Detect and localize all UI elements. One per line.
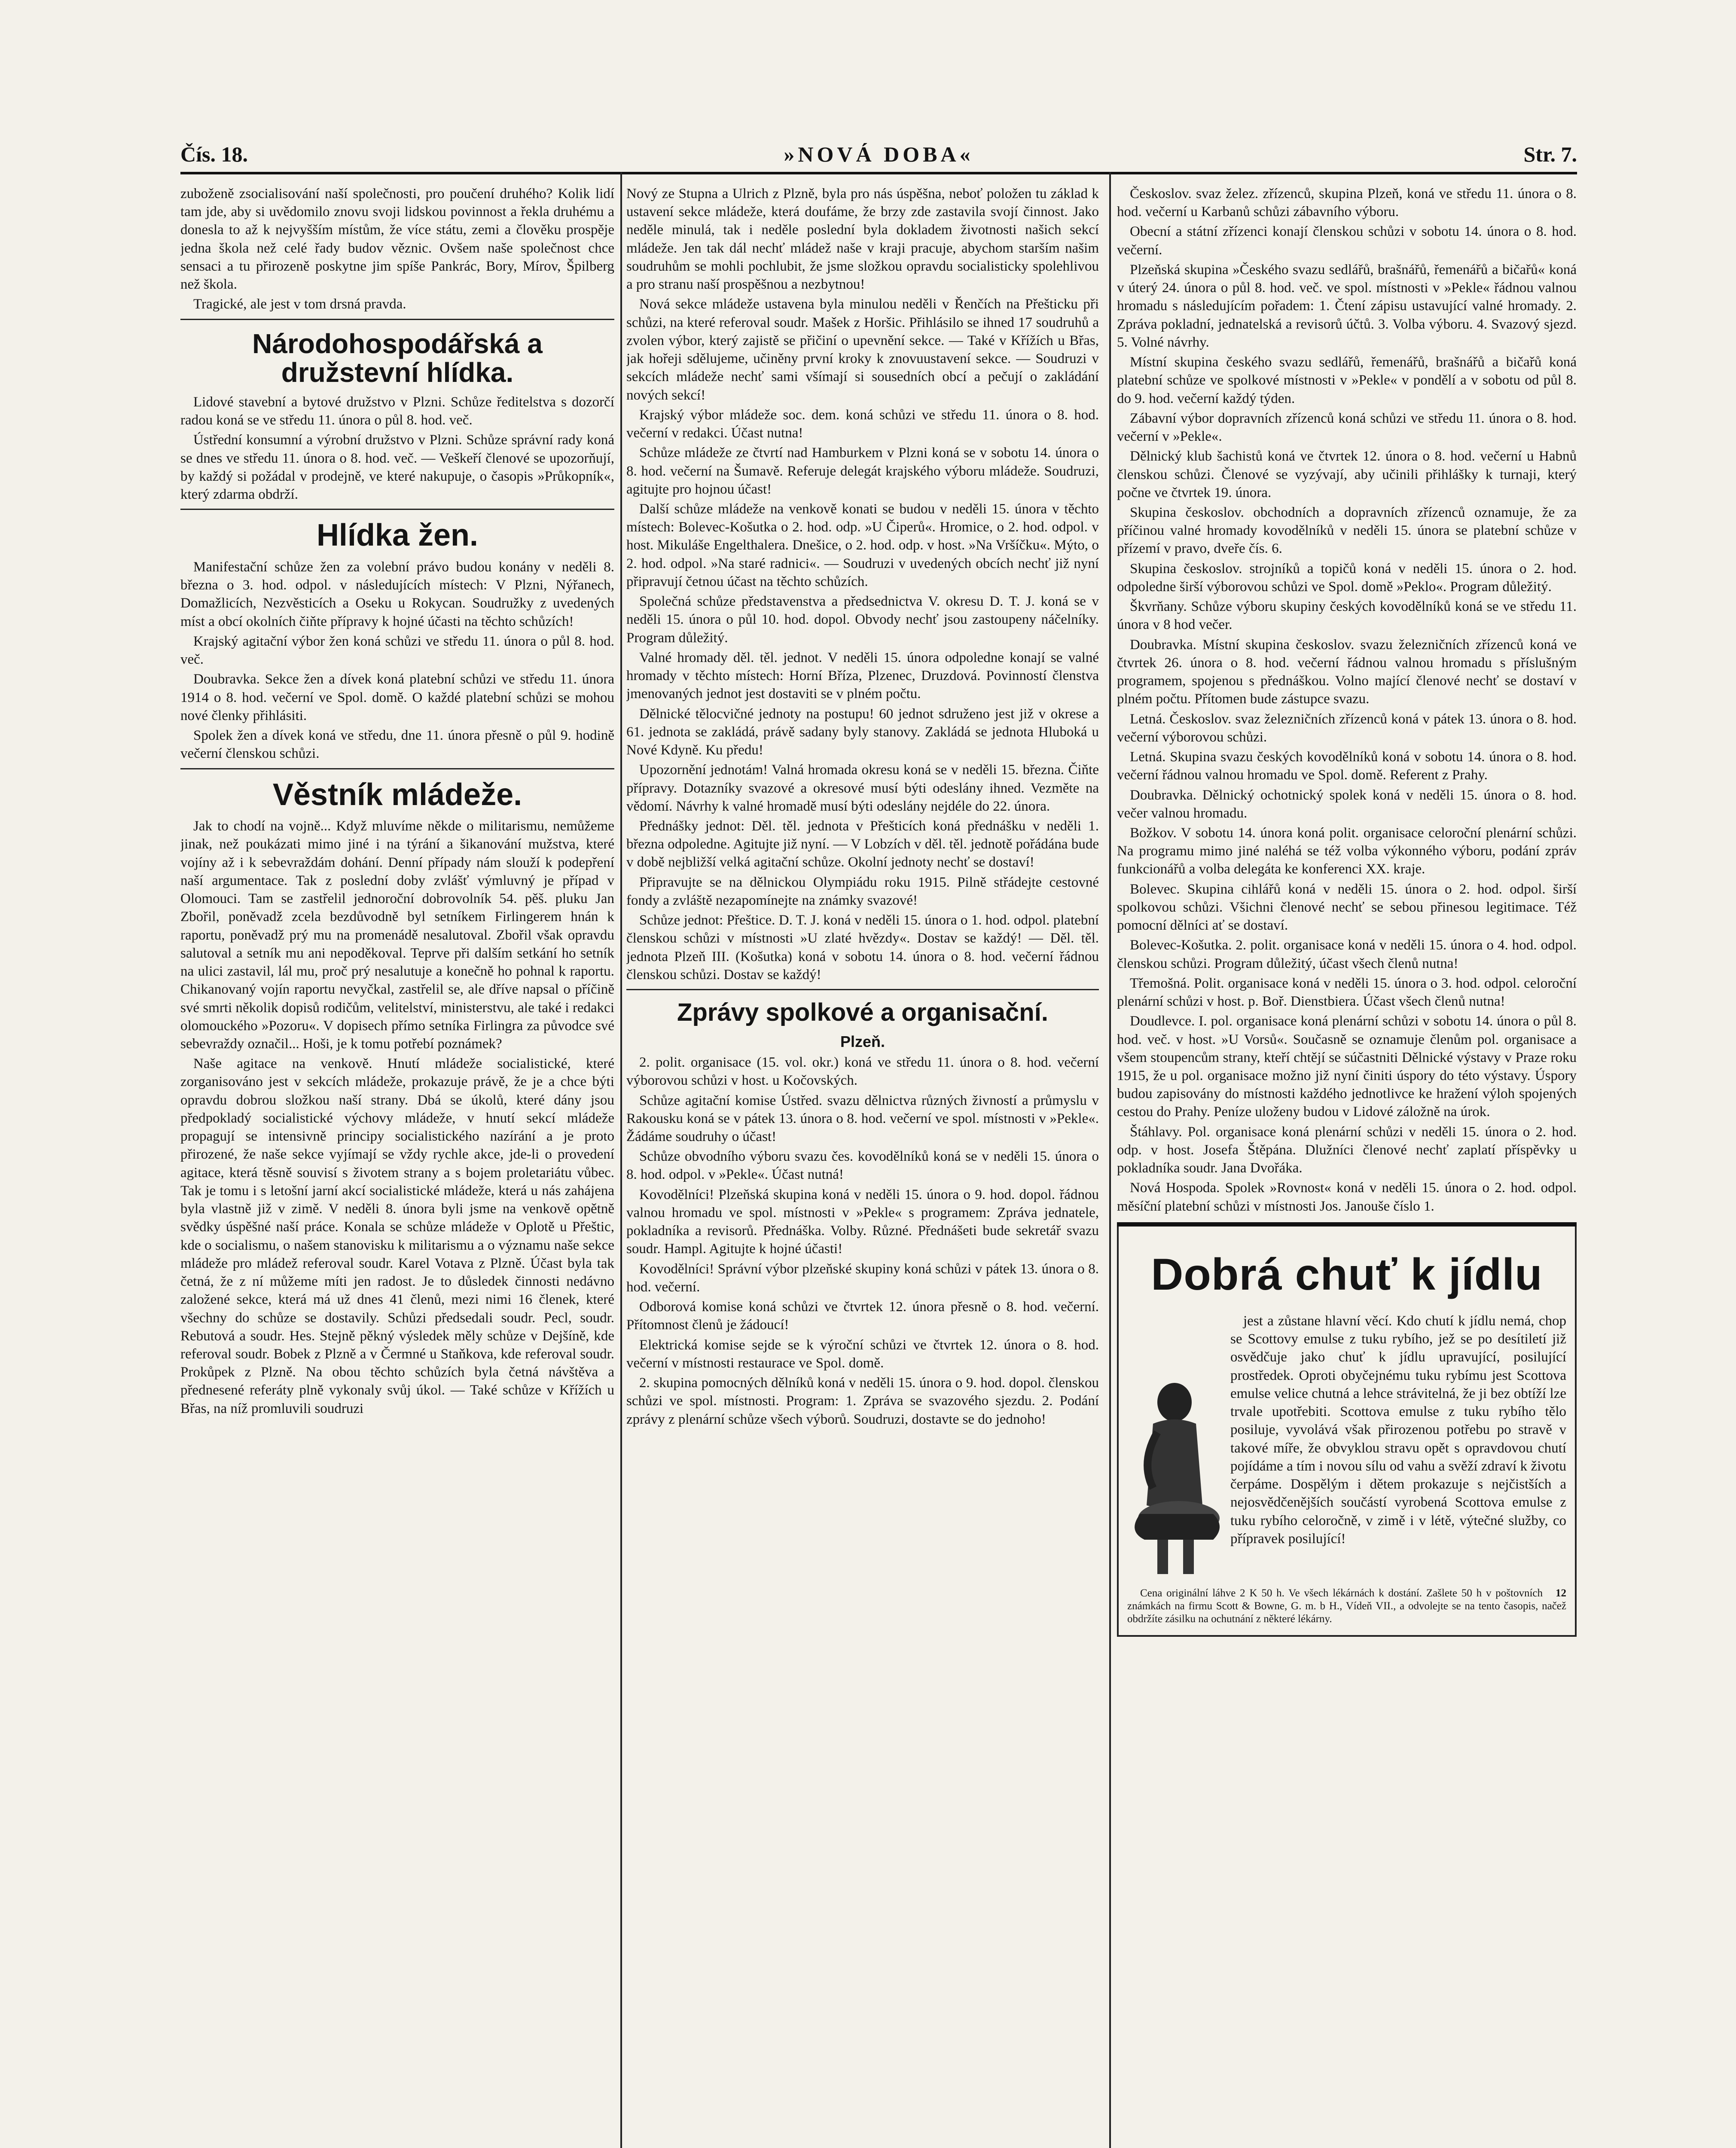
column-2	[626, 185, 1099, 2148]
section-title-zen: Hlídka žen.	[316, 518, 479, 553]
article: Kovodělníci! Správní výbor plzeňské skupiny koná schůzi v pátek 13. února o 8. hod. večerní.	[626, 1261, 1099, 1295]
column-divider	[1109, 172, 1111, 2148]
article: Nová Hospoda. Spolek »Rovnost« koná v neděli 15. února o 2. hod. odpol. měsíční platební schůzi v místnosti Jos. Janouše číslo 1.	[1117, 1180, 1577, 1214]
subheading-plzen: Plzeň.	[840, 1032, 885, 1050]
divider	[180, 768, 614, 769]
intro-tail: Tragické, ale jest v tom drsná pravda.	[193, 296, 406, 312]
article: Spolek žen a dívek koná ve středu, dne 11. února přesně o půl 9. hodině večerní členskou schůzi.	[180, 728, 614, 762]
article: Skupina českoslov. obchodních a dopravních zřízenců oznamuje, že za příčinou valné hromady kovodělníků v neděli 15. února se platební schůze v přízemí v pravo, dveře čís. 6.	[1117, 504, 1577, 557]
article: Skupina českoslov. strojníků a topičů koná v neděli 15. února o 2. hod. odpoledne širší výborovou schůzi ve Spol. domě »Peklo«. Program důležitý.	[1117, 561, 1577, 595]
article: Ústřední konsumní a výrobní družstvo v Plzni. Schůze správní rady koná se dnes ve středu 11. února o 8. hod. več. — Veškeří členové se upozorňují, by každý si požádal v prodejně, ve které nakupuje, o časopis »Průkopník«, který zdarma obdrží.	[180, 432, 614, 503]
article: Kovodělníci! Plzeňská skupina koná v neděli 15. února o 9. hod. dopol. řádnou valnou hromadu ve spol. místnosti v »Pekle« s programem: Zpráva jednatele, pokladníka a revisorů. Přednáška. Volby. Různé. Přednášeti bude sekretář svazu soudr. Hampl. Agitujte k hojné účasti!	[626, 1187, 1099, 1257]
article: Naše agitace na venkově. Hnutí mládeže socialistické, které zorganisováno jest v sekcích mládeže, prokazuje právě, že je a chce býti opravdu dobrou složkou naší strany. Dbá se úkolů, které dány jsou předpokladý socialistické výchovy mládeže, v hnutí sekcí mládeže propagují se intensivně principy socialistického nazírání a je proto přirozené, že naše sekce vyjímají se vždy rychle akce, jde-li o provedení agitace, která těsně souvisí s životem strany a s bojem proletariátu vůbec. Tak je tomu i s letošní jarní akcí socialistické mládeže, která u nás zahájena byla vlastně již v zimě. V neděli 8. února byli jsme na venkově opětně svědky úspěšné naší práce. Konala se schůze mládeže v Oplotě u Přeštic, kde o socialismu, o našem stanovisku k militarismu a o významu naše sekce mládeže pro mládež referoval soudr. Karel Votava z Plzně. Účast byla tak četná, že z ní můžeme míti jen radost. Je to důsledek činnosti nedávno založené sekce, která má už dnes 41 členů, mezi nimi 16 členek, které všechny do schůze se dostavily. Schůzi předsedali soudr. Pecl, soudr. Rebutová a soudr. Hes. Stejně pěkný výsledek měly schůze v Dejšíně, kde referoval soudr. Bobek z Plzně a v Čermné u Staňkova, kde referoval soudr. Prokůpek z Plzně. Na obou těchto schůzích byla četná návštěva a přednesené referáty plně vykonaly svůj úkol. — Také schůze v Křížích u Břas, na níž promluvili soudruzi	[180, 1056, 614, 1416]
column-3	[1117, 185, 1577, 2148]
article: Štáhlavy. Pol. organisace koná plenární schůzi v neděli 15. února o 2. hod. odp. v host. Josefa Štěpána. Dlužníci členové nechť zaplatí příspěvky u pokladníka soudr. Jana Dvořáka.	[1117, 1124, 1577, 1176]
article: Schůze obvodního výboru svazu čes. kovodělníků koná se v neděli 15. února o 8. hod. odpol. v »Pekle«. Účast nutná!	[626, 1149, 1099, 1183]
column-1	[180, 185, 614, 2148]
ad-top-rule	[1117, 1222, 1577, 1227]
article: Nový ze Stupna a Ulrich z Plzně, byla pro nás úspěšna, neboť položen tu základ k ustavení sekce mládeže, která doufáme, že brzy zde zastavila svojí činnost. Jako neděle minulá, tak i neděle poslední byla dokladem životnosti našich sekcí mládeže. Jen tak dál nechť mládež naše v kraji pracuje, abychom starším našim soudruhům se mohli pochlubit, že jsme složkou opravdu socialisticky spolehlivou a pro stranu naší prospěšnou a nezbytnou!	[626, 186, 1099, 293]
article: 2. skupina pomocných dělníků koná v neděli 15. února o 9. hod. dopol. členskou schůzi ve spol. místnosti. Program: 1. Zpráva se svazového sjezdu. 2. Podání zprávy z plenární schůze všech výborů. Soudruzi, dostavte se do jednoho!	[626, 1375, 1099, 1427]
ad-body: jest a zůstane hlavní věcí. Kdo chutí k jídlu nemá, chop se Scottovy emulse z tuku rybího, jež se po desítiletí již osvědčuje jako chuť k jídlu upravující, posilující prostředek. Oproti obyčejnému tuku rybímu jest Scottova emulse velice chutná a lehce strávitelná, že ji bez obtíží lze trvale upotřebiti. Scottova emulse z tuku rybího tělo posiluje, vyvolává však přirozenou potřebu po stravě v takové míře, že obvyklou stravu opět s opravdovou chutí pojídáme a tím i novou sílu od vahu a svěží zdraví k životu čerpáme. Dospělým i dětem prokazuje s nejčistších a nejosvědčenějších součástí vyrobená Scottova emulse z tuku rybího celoročně, v zimě i v létě, výtečné služby, co přípravek posilující!	[1230, 1313, 1566, 1547]
article: Třemošná. Polit. organisace koná v neděli 15. února o 3. hod. odpol. celoroční plenární schůzi v host. p. Boř. Dienstbiera. Účast všech členů nutna!	[1117, 975, 1577, 1010]
article: Upozornění jednotám! Valná hromada okresu koná se v neděli 15. března. Čiňte přípravy. Dotazníky svazové a okresové musí býti odeslány ihned. Vezměte na vědomí. Návrhy k valné hromadě musí býti odeslány nejdéle do 22. února.	[626, 762, 1099, 814]
article: Plzeňská skupina »Českého svazu sedlářů, brašnářů, řemenářů a bičařů« koná v úterý 24. února o půl 8. hod. več. ve spol. místnosti v »Pekle« řádnou valnou hromadu s následujícím pořadem: 1. Čtení zápisu ustavující valné hromady. 2. Zpráva pokladní, jednatelská a revisorů účtů. 3. Volba výboru. 4. Svazový sjezd. 5. Volné návrhy.	[1117, 262, 1577, 350]
section-title-zpravy: Zprávy spolkové a organisační.	[677, 998, 1048, 1027]
advertisement	[1117, 1227, 1577, 1637]
divider	[180, 319, 614, 320]
article: Doubravka. Dělnický ochotnický spolek koná v neděli 15. února o 8. hod. večer valnou hromadu.	[1117, 787, 1577, 821]
article: Nová sekce mládeže ustavena byla minulou neděli v Řenčích na Přešticku při schůzi, na které referoval soudr. Mašek z Horšic. Přihlásilo se ihned 17 soudruhů a zvolen výbor, který zajistě se přičiní o upevnění sekce. — Také v Křížích u Břas, jak hořeji sdělujeme, učiněny první kroky k znovuustavení sekce. — Soudruzi v sekcích mládeže nechť sami všímají si sousedních obcí a pečují o zakládání nových sekcí!	[626, 296, 1099, 403]
article: Českoslov. svaz želez. zřízenců, skupina Plzeň, koná ve středu 11. února o 8. hod. večerní u Karbanů schůzi zábavního výboru.	[1117, 186, 1577, 220]
article: Letná. Skupina svazu českých kovodělníků koná v sobotu 14. února o 8. hod. večerní řádnou valnou hromadu ve Spol. domě. Referent z Prahy.	[1117, 749, 1577, 783]
article: Další schůze mládeže na venkově konati se budou v neděli 15. února v těchto místech: Bolevec-Košutka o 2. hod. odp. »U Čiperů«. Hromice, o 2. hod. odpol. v host. Mikuláše Engelthalera. Dnešice, o 2. hod. odp. v host. »Na Vršíčku«. Mýto, o 2. hod. odpol. »Na staré radnici«. — Soudruzi v uvedených obcích nechť již nyní připravují četnou účast na těchto schůzích.	[626, 501, 1099, 589]
article: Krajský výbor mládeže soc. dem. koná schůzi ve středu 11. února o 8. hod. večerní v redakci. Účast nutna!	[626, 407, 1099, 441]
section-title-mladez: Věstník mládeže.	[272, 777, 522, 812]
article: Škvrňany. Schůze výboru skupiny českých kovodělníků koná se ve středu 11. února v 8 hod večer.	[1117, 599, 1577, 633]
article: Doubravka. Místní skupina českoslov. svazu železničních zřízenců koná ve čtvrtek 26. února o 8. hod. večerní řádnou valnou hromadu s příslušným programem, spojenou s přednáškou. Volno mající členové nechť se dostaví v plném počtu. Přítomen bude zástupce svazu.	[1117, 637, 1577, 707]
divider	[626, 989, 1099, 990]
article: Manifestační schůze žen za volební právo budou konány v neděli 8. března o 3. hod. odpol. v následujících místech: V Plzni, Nýřanech, Domažlicích, Nezvěsticích a Oseku u Rokycan. Soudružky z uvedených míst a obcí okolních čiňte přípravy k hojné účasti na těchto schůzích!	[180, 559, 614, 629]
ad-fine-text: Cena originální láhve 2 K 50 h. Ve všech lékárnách k dostání. Zašlete 50 h v poštovních známkách na firmu Scott & Bowne, G. m. b H., Vídeň VII., a odvolejte se na tento časopis, načež obdržíte zásilku na ochutnání z některé lékárny.	[1127, 1587, 1566, 1625]
article: Zábavní výbor dopravních zřízenců koná schůzi ve středu 11. února o 8. hod. večerní v »Pekle«.	[1117, 410, 1577, 445]
article: Schůze mládeže ze čtvrtí nad Hamburkem v Plzni koná se v sobotu 14. února o 8. hod. večerní na Šumavě. Referuje delegát krajského výboru mládeže. Soudruzi, agitujte pro hojnou účast!	[626, 445, 1099, 497]
article: Krajský agitační výbor žen koná schůzi ve středu 11. února o půl 8. hod. več.	[180, 633, 614, 668]
article: Dělnické tělocvičné jednoty na postupu! 60 jednot sdruženo jest již v okrese a 61. jednota se zakládá, právě sadany byly stanovy. Zakládá se jednota Hluboká u Nové Kdyně. Ku předu!	[626, 706, 1099, 758]
article: Místní skupina českého svazu sedlářů, řemenářů, brašnářů a bičařů koná platební schůze ve spolkové místnosti v »Pekle« v pondělí a v sobotu od půl 8. do 9. hod. večerní každý týden.	[1117, 354, 1577, 406]
intro-text: zuboženě zsocialisování naší společnosti, pro poučení druhého? Kolik lidí tam jde, aby si uvědomilo znovu svoji lidskou povinnost a řekla druhému a donesla to až k nejvyšším místům, že více státu, zemi a člověku prospěje jedna škola než celé řady budov věznic. Ovšem naše společnost chce sensaci a tu přirozeně poskytne jim spíše Pankrác, Bory, Mírov, Špilberg než škola.	[180, 186, 614, 293]
header-rule	[180, 172, 1577, 174]
article: Letná. Českoslov. svaz železničních zřízenců koná v pátek 13. února o 8. hod. večerní výborovou schůzi.	[1117, 711, 1577, 745]
article: Valné hromady děl. těl. jednot. V neděli 15. února odpoledne konají se valné hromady v těchto místech: Horní Bříza, Plzenec, Druzdová. Povinností členstva jmenovaných jednot jest dostaviti se v plném počtu.	[626, 650, 1099, 702]
article: Elektrická komise sejde se k výroční schůzi ve čtvrtek 12. února o 8. hod. večerní v místnosti restaurace ve Spol. domě.	[626, 1337, 1099, 1371]
article: Odborová komise koná schůzi ve čtvrtek 12. února přesně o 8. hod. večerní. Přítomnost členů je žádoucí!	[626, 1299, 1099, 1333]
article: Připravujte se na dělnickou Olympiádu roku 1915. Pilně střádejte cestovné fondy a zvláště nezapomínejte na známky svazové!	[626, 874, 1099, 908]
page-number: Str. 7.	[1523, 142, 1577, 166]
ad-fine-print	[1127, 1587, 1566, 1626]
page-header	[180, 142, 1577, 176]
article: Bolevec. Skupina cihlářů koná v neděli 15. února o 2. hod. odpol. širší spolkovou schůzi. Všichni členové nechť se sebou přinesou legitimace. Též pomocní dělníci ať se dostaví.	[1117, 881, 1577, 934]
divider	[180, 509, 614, 510]
article: Jak to chodí na vojně... Když mluvíme někde o militarismu, nemůžeme jinak, než poukázati mimo jiné i na týrání a šikanování mužstva, které vojíny až i k sebevraždám dohání. Denní případy nám slouží k podepření naší argumentace. Tak z poslední doby zvlášť výmluvný je případ v Olomouci. Tam se zastřelil jednoroční dobrovolník 54. pěš. pluku Jan Zbořil, poněvadž zcela bezdůvodně byl setníkem Firlingerem hnán k raportu, poněvadž prý mu na promenádě nesalutoval. Zbořil však opravdu salutoval a setník mu ani nepoděkoval. Teprve při dalším setkání ho setník na ulici zastavil, lál mu, proč prý nesalutuje a konečně ho pohnal k raportu. Chikanovaný vojín raportu nevyčkal, zastřelil se, ale dříve napsal o příčině své smrti několik dopisů rodičům, velitelství, ministerstvu, ale také i redakci olomouckého »Pozoru«. V dopisech přímo setníka Firlingra za původce své sebevraždy označil... Hoši, je k tomu potřebí poznámek?	[180, 818, 614, 1052]
article: Lidové stavební a bytové družstvo v Plzni. Schůze ředitelstva s dozorčí radou koná se ve středu 11. února o půl 8. hod. več.	[180, 394, 614, 428]
article: Božkov. V sobotu 14. února koná polit. organisace celoroční plenární schůzi. Na programu mimo jiné naléhá se též volba výkonného výboru, podání zpráv funkcionářů a volba delegáta ke konferenci XX. kraje.	[1117, 825, 1577, 877]
article: Společná schůze představenstva a předsednictva V. okresu D. T. J. koná se v neděli 15. února o půl 10. hod. dopol. Obvody nechť jsou zastoupeny náčelníky. Program důležitý.	[626, 594, 1099, 646]
issue-number: Čís. 18.	[180, 142, 248, 166]
article: Schůze agitační komise Ústřed. svazu dělnictva různých živností a průmyslu v Rakousku koná se v pátek 13. února o 8. hod. večerní ve spol. místnosti v »Pekle«. Žádáme soudruhy o účast!	[626, 1092, 1099, 1144]
ad-number: 12	[1556, 1587, 1566, 1599]
ad-title: Dobrá chuť k jídlu	[1151, 1249, 1543, 1300]
article: 2. polit. organisace (15. vol. okr.) koná ve středu 11. února o 8. hod. večerní výborovou schůzi v host. u Kočovských.	[626, 1055, 1099, 1089]
article: Obecní a státní zřízenci konají členskou schůzi v sobotu 14. února o 8. hod. večerní.	[1117, 224, 1577, 258]
article: Přednášky jednot: Děl. těl. jednota v Přešticích koná přednášku v neděli 1. března odpoledne. Agitujte již nyní. — V Lobzích v děl. těl. jednotě pořádána bude v době nejbližší velká agitační schůze. Okolní jednoty nechť se dostaví!	[626, 818, 1099, 870]
article: Dělnický klub šachistů koná ve čtvrtek 12. února o 8. hod. večerní u Habnů členskou schůzi. Členové se vyzývají, aby učinili přihlášky k turnaji, který počne ve čtvrtek 19. února.	[1117, 449, 1577, 500]
column-divider	[620, 172, 622, 2148]
section-title-narod: Národohospodářská a družstevní hlídka.	[252, 328, 543, 388]
article: Doudlevce. I. pol. organisace koná plenární schůzi v sobotu 14. února o půl 8. hod. več. v host. »U Vorsů«. Současně se oznamuje členům pol. organisace a všem stoupencům strany, kteří chtějí se súčastniti Dělnické výstavy v Praze roku 1915, že u pol. organisace možno již nyní činiti úspory do této výstavy. Úspory budou zapisovány do místnosti každého jednotlivce ke hražení výloh spojených cestou do Prahy. Peníze uloženy budou v Lidové záložně na úrok.	[1117, 1013, 1577, 1120]
article: Doubravka. Sekce žen a dívek koná platební schůzi ve středu 11. února 1914 o 8. hod. večerní ve Spol. domě. O každé platební schůzi se mohou nové členky přihlásiti.	[180, 671, 614, 723]
masthead-title: »NOVÁ DOBA«	[784, 142, 974, 166]
article: Schůze jednot: Přeštice. D. T. J. koná v neděli 15. února o 1. hod. odpol. platební členskou schůzi v místnosti »U zlaté hvězdy«. Dostav se každý! — Děl. těl. jednota Plzeň III. (Košutka) koná v sobotu 14. února o 8. hod. večerní řádnou členskou schůzi. Dostav se každý!	[626, 912, 1099, 982]
article: Bolevec-Košutka. 2. polit. organisace koná v neděli 15. února o 4. hod. odpol. členskou schůzi. Program důležitý, účast všech členů nutna!	[1117, 937, 1577, 971]
